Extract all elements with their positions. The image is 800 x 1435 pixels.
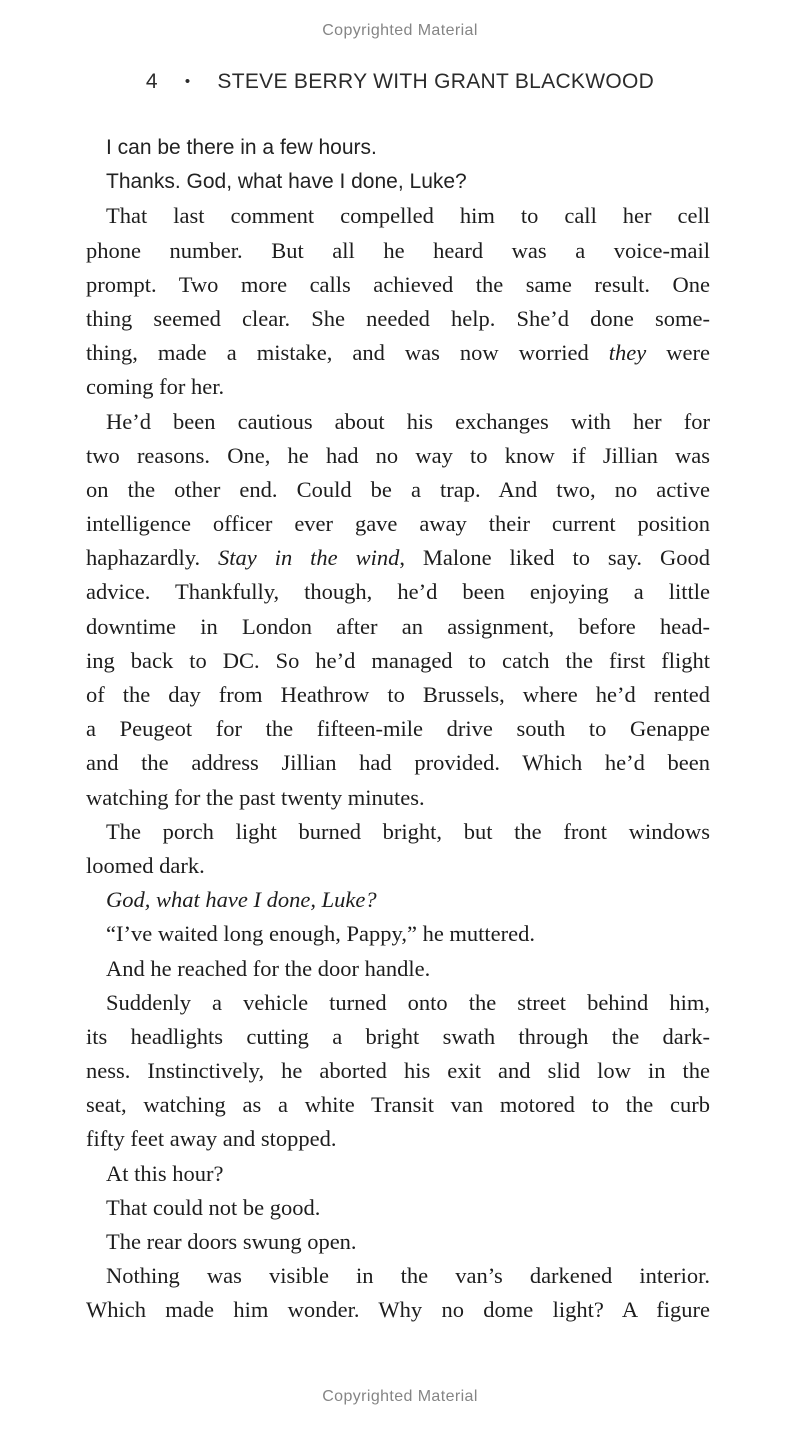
text-line — [86, 781, 710, 815]
text-segment: The porch light burned bright, but the front windows — [106, 818, 710, 844]
text-line — [86, 1225, 710, 1259]
text-segment: He’d been cautious about his exchanges with her for — [106, 408, 710, 434]
text-line — [86, 268, 710, 302]
text-segment: I can be there in a few hours. — [106, 136, 377, 159]
text-line — [86, 917, 710, 951]
text-line — [86, 165, 710, 199]
text-line — [86, 439, 710, 473]
text-segment: “I’ve waited long enough, Pappy,” he muttered. — [106, 921, 536, 947]
text-line — [86, 541, 710, 575]
text-line — [86, 1088, 710, 1122]
text-line — [86, 336, 710, 370]
text-line — [86, 952, 710, 986]
text-line — [86, 507, 710, 541]
text-segment: And he reached for the door handle. — [106, 955, 431, 981]
text-segment: intelligence officer ever gave away their current position — [86, 511, 710, 537]
text-segment: advice. Thankfully, though, he’d been enjoying a little — [86, 579, 710, 605]
page-number: 4 — [145, 70, 158, 93]
text-segment: seat, watching as a white Transit van motored to the curb — [86, 1092, 710, 1118]
text-line — [86, 234, 710, 268]
text-line — [86, 1157, 710, 1191]
text-segment: coming for her. — [86, 374, 225, 400]
text-line — [86, 712, 710, 746]
text-line — [86, 986, 710, 1020]
text-line — [86, 473, 710, 507]
text-segment: two reasons. One, he had no way to know if Jillian was — [86, 442, 710, 468]
text-segment: Suddenly a vehicle turned onto the street behind him, — [106, 989, 710, 1015]
text-segment: ness. Instinctively, he aborted his exit and slid low in the — [86, 1058, 710, 1084]
text-segment: its headlights cutting a bright swath through the dark- — [86, 1023, 710, 1049]
copyright-notice-top: Copyrighted Material — [322, 22, 478, 39]
text-segment: Which made him wonder. Why no dome light? A figure — [86, 1297, 710, 1323]
text-segment: phone number. But all he heard was a voice-mail — [86, 237, 710, 263]
copyright-notice-bottom: Copyrighted Material — [322, 1388, 478, 1405]
bullet-separator-icon: • — [184, 73, 191, 90]
text-segment: fifty feet away and stopped. — [86, 1126, 337, 1152]
text-line — [86, 302, 710, 336]
running-header — [0, 70, 800, 94]
text-segment: Thanks. God, what have I done, Luke? — [106, 170, 467, 194]
text-segment: , Malone liked to say. Good — [399, 545, 710, 571]
text-segment: of the day from Heathrow to Brussels, where he’d rented — [86, 682, 710, 707]
text-segment: and the address Jillian had provided. Which he’d been — [86, 750, 710, 776]
text-line — [86, 678, 710, 712]
text-segment: a Peugeot for the fifteen-mile drive south to Genappe — [86, 716, 710, 742]
text-segment: loomed dark. — [86, 852, 205, 878]
text-line — [86, 1191, 710, 1225]
text-segment: were — [646, 340, 710, 366]
running-title: STEVE BERRY WITH GRANT BLACKWOOD — [217, 70, 655, 93]
text-segment: prompt. Two more calls achieved the same result. One — [86, 271, 710, 297]
text-line — [86, 370, 710, 404]
text-segment: thing seemed clear. She needed help. She’d done some- — [86, 305, 710, 331]
text-segment: The rear doors swung open. — [106, 1229, 357, 1254]
text-line — [86, 1122, 710, 1156]
text-segment: haphazardly. — [86, 545, 219, 571]
text-line — [86, 1259, 710, 1293]
text-line — [86, 1020, 710, 1054]
text-line — [86, 1054, 710, 1088]
text-segment: At this hour? — [106, 1160, 224, 1186]
italic-text-segment: they — [608, 340, 647, 366]
text-line — [86, 849, 710, 883]
text-line — [86, 131, 710, 165]
text-segment: Nothing was visible in the van’s darkened interior. — [106, 1263, 710, 1289]
text-segment: downtime in London after an assignment, before head- — [86, 613, 710, 639]
italic-text-segment: God, what have I done, Luke? — [106, 887, 377, 913]
text-segment: thing, made a mistake, and was now worried — [86, 340, 609, 366]
text-line — [86, 644, 710, 678]
text-line — [86, 405, 710, 439]
text-line — [86, 610, 710, 644]
text-line — [86, 575, 710, 609]
body-text — [86, 131, 710, 1328]
italic-text-segment: Stay in the wind — [218, 545, 400, 571]
text-segment: That could not be good. — [106, 1194, 321, 1220]
text-segment: That last comment compelled him to call her cell — [106, 203, 710, 229]
text-line — [86, 199, 710, 233]
text-line — [86, 815, 710, 849]
text-segment: on the other end. Could be a trap. And two, no active — [86, 476, 710, 502]
text-line — [86, 883, 710, 917]
text-segment: ing back to DC. So he’d managed to catch the first flight — [86, 647, 710, 673]
text-segment: watching for the past twenty minutes. — [86, 784, 425, 810]
text-line — [86, 746, 710, 780]
text-line — [86, 1293, 710, 1327]
